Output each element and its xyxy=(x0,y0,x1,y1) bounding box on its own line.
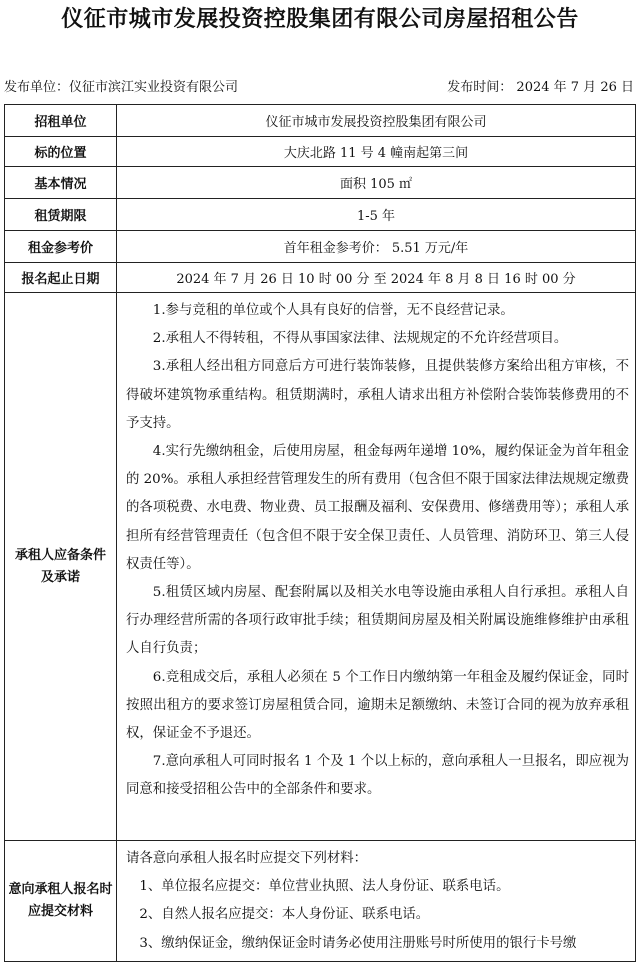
conditions-content xyxy=(117,293,636,841)
row-label: 基本情况 xyxy=(5,167,117,199)
materials-intro: 请各意向承租人报名时应提交下列材料： xyxy=(126,851,368,866)
conditions-row xyxy=(5,293,636,841)
condition-item: 1.参与竞租的单位或个人具有良好的信誉，无不良经营记录。 xyxy=(152,303,514,318)
materials-label-line: 意向承租人报名时 xyxy=(8,882,113,897)
conditions-label xyxy=(5,293,117,841)
row-label: 租赁期限 xyxy=(5,199,117,231)
row-value: 2024 年 7 月 26 日 10 时 00 分 至 2024 年 8 月 8 日 16 时 00 分 xyxy=(117,263,636,293)
publisher-line: 发布单位：仪征市滨江实业投资有限公司 xyxy=(4,80,239,95)
table-row xyxy=(5,199,636,231)
row-label: 租金参考价 xyxy=(5,231,117,263)
row-value: 面积 105 ㎡ xyxy=(117,167,636,199)
conditions-label-line: 及承诺 xyxy=(40,569,80,585)
row-value: 大庆北路 11 号 4 幢南起第三间 xyxy=(117,137,636,167)
materials-label-line: 应提交材料 xyxy=(27,904,93,919)
condition-item: 5.租赁区域内房屋、配套附属以及相关水电等设施由承租人自行承担。承租人自行办理经营所需的各项行政审批手续；租赁期间房屋及相关附属设施维修维护由承租人自行负责； xyxy=(126,585,629,657)
table-row xyxy=(5,167,636,199)
table-row xyxy=(5,105,636,137)
condition-item: 4.实行先缴纳租金，后使用房屋，租金每两年递增 10%，履约保证金为首年租金的 20%。承租人承担经营管理发生的所有费用（包含但不限于国家法律法规规定缴费的各项税费、水电费、物业费、员工报酬及福利、安保费用、修缮费用等）；承租人承担所有经营管理责任（包含但不限于安全保卫责任、人员管理、消防环卫、第三人侵权责任等）。 xyxy=(126,444,629,572)
row-label: 招租单位 xyxy=(5,105,117,137)
row-value: 1-5 年 xyxy=(117,199,636,231)
table-row xyxy=(5,231,636,263)
publish-time-line: 发布时间： 2024 年 7 月 26 日 xyxy=(447,80,634,95)
material-item: 3、缴纳保证金，缴纳保证金时请务必使用注册账号时所使用的银行卡号缴 xyxy=(139,935,577,951)
table-row xyxy=(5,137,636,167)
row-label: 标的位置 xyxy=(5,137,117,167)
notice-table xyxy=(4,104,636,962)
material-item: 2、自然人报名应提交：本人身份证、联系电话。 xyxy=(139,907,430,923)
condition-item: 7.意向承租人可同时报名 1 个及 1 个以上标的，意向承租人一旦报名，即应视为同意和接受招租公告中的全部条件和要求。 xyxy=(126,754,629,798)
row-label: 报名起止日期 xyxy=(5,263,117,293)
material-item: 1、单位报名应提交：单位营业执照、法人身份证、联系电话。 xyxy=(139,879,510,895)
materials-row xyxy=(5,841,636,962)
condition-item: 6.竞租成交后，承租人必须在 5 个工作日内缴纳第一年租金及履约保证金，同时按照出租方的要求签订房屋租赁合同，逾期未足额缴纳、未签订合同的视为放弃承租权，保证金不予退还。 xyxy=(126,669,629,742)
page-title: 仪征市城市发展投资控股集团有限公司房屋招租公告 xyxy=(61,7,579,32)
condition-item: 2.承租人不得转租，不得从事国家法律、法规规定的不允许经营项目。 xyxy=(152,331,568,347)
table-row xyxy=(5,263,636,293)
materials-label xyxy=(5,841,117,962)
row-value: 仪征市城市发展投资控股集团有限公司 xyxy=(117,105,636,137)
conditions-label-line: 承租人应备条件 xyxy=(14,547,106,563)
condition-item: 3.承租人经出租方同意后方可进行装饰装修，且提供装修方案给出租方审核，不得破坏建筑物承重结构。租赁期满时，承租人请求出租方补偿附合装饰装修费用的不予支持。 xyxy=(126,359,629,431)
row-value: 首年租金参考价： 5.51 万元/年 xyxy=(117,231,636,263)
materials-content xyxy=(117,841,636,962)
